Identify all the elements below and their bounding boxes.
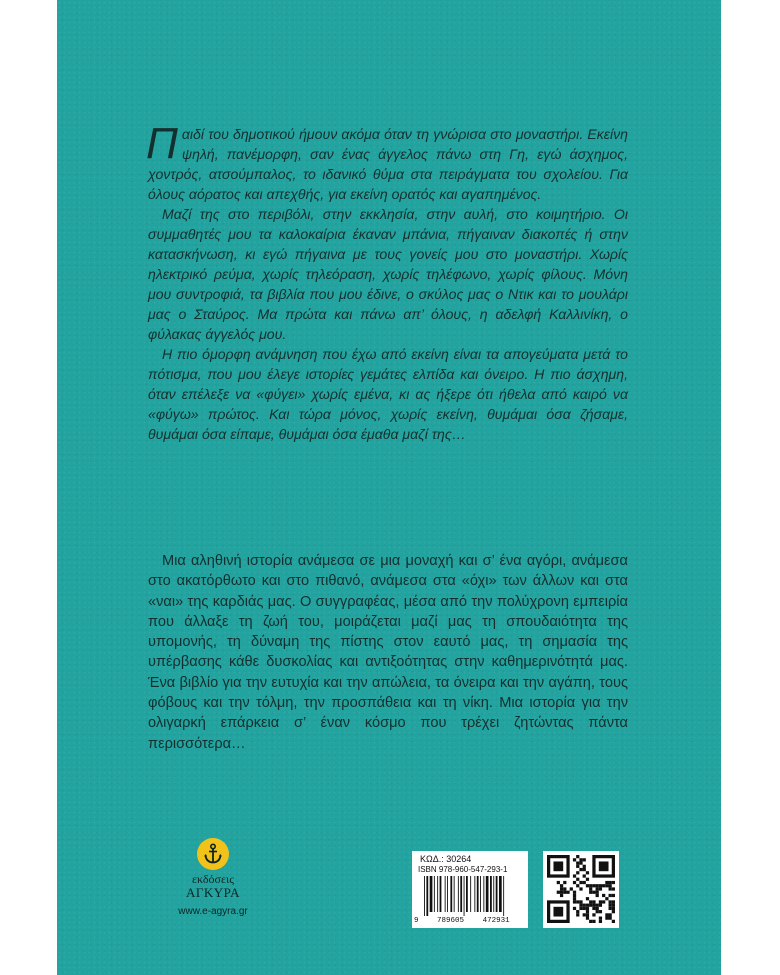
barcode-icon <box>420 876 520 918</box>
isbn-barcode-label <box>412 851 528 928</box>
barcode-digit-prefix: 9 <box>414 917 419 925</box>
drop-cap: Π <box>146 119 178 168</box>
publisher-name: ΑΓΚΥΡΑ <box>185 885 241 900</box>
barcode-digits-right: 472931 <box>482 917 510 925</box>
isbn-number: ISBN 978-960-547-293-1 <box>418 865 508 874</box>
anchor-icon <box>201 842 225 866</box>
book-description <box>148 551 628 754</box>
qr-code-icon[interactable] <box>547 855 615 923</box>
synopsis-block <box>146 119 628 444</box>
publisher-logo <box>197 838 229 870</box>
publisher-block <box>166 838 260 918</box>
barcode-digits <box>414 917 526 926</box>
synopsis-paragraph-3: Η πιο όμορφη ανάμνηση που έχω από εκείνη είναι τα απογεύματα μετά το πότισμα, που μου έλεγε ιστορίες γεμάτες ελπίδα και όνειρο. Η πιο άσχημη, όταν επέλεξε να «φύγει» χωρίς εμένα, κι ας ήξερε ότι ήθελα από καιρό να «φύγω» πρώτος. Και τώρα μόνος, χωρίς εκείνη, θυμάμαι όσα ζήσαμε, θυμάμαι όσα είπαμε, θυμάμαι όσα έμαθα μαζί της… <box>148 346 628 442</box>
barcode-digits-left: 789605 <box>437 917 465 925</box>
synopsis-paragraph-1: Παιδί του δημοτικού ήμουν ακόμα όταν τη γνώρισα στο μοναστήρι. Εκείνη ψηλή, πανέμορφη, σαν ένας άγγελος πάνω στη Γη, εγώ άσχημος, χοντρός, ατσούμπαλος, το ιδανικό θύμα στα πειράγματα του σχολείου. Για όλους αόρατος και απεχθής, για εκείνη ορατός και αγαπημένος. <box>146 119 628 202</box>
publisher-label: εκδόσεις <box>192 872 234 886</box>
qr-code-block <box>543 851 619 928</box>
product-code: ΚΩΔ.: 30264 <box>420 854 472 864</box>
description-paragraph: Μια αληθινή ιστορία ανάμεσα σε μια μοναχή και σ’ ένα αγόρι, ανάμεσα στο ακατόρθωτο και στο πιθανό, ανάμεσα στα «όχι» των άλλων και στα «ναι» της καρδιάς μας. Ο συγγραφέας, μέσα από την πολύχρονη εμπειρία που άλλαξε τη ζωή του, μοιράζεται μαζί μας τη σπουδαιότητα της υπομονής, τη δύναμη της πίστης στον εαυτό μας, τη σημασία της υπέρβασης κάθε δυσκολίας και αντιξοότητας στην καθημερινότητά μας. Ένα βιβλίο για την ευτυχία και την απώλεια, τα όνειρα και την αγάπη, τους φόβους και την τόλμη, την προσπάθεια και τη νίκη. Μια ιστορία για την ολιγαρκή επάρκεια σ’ έναν κόσμο που τρέχει ζητώντας πάντα περισσότερα… <box>148 553 628 752</box>
synopsis-paragraph-2: Μαζί της στο περιβόλι, στην εκκλησία, στην αυλή, στο κοιμητήριο. Οι συμμαθητές μου τα καλοκαίρια έκαναν μπάνια, πήγαιναν διακοπές ή στην κατασκήνωση, κι εγώ πήγαινα με τους γονείς μου στο μοναστήρι. Χωρίς ηλεκτρικό ρεύμα, χωρίς τηλεόραση, χωρίς τηλέφωνο, χωρίς φίλους. Μόνη μου συντροφιά, τα βιβλία που μου έδινε, ο σκύλος μας ο Ντικ και το μουλάρι μας ο Σταύρος. Μα πρώτα και πάνω απ’ όλους, η αδελφή Καλλινίκη, ο φύλακας άγγελός μου. <box>148 206 628 342</box>
publisher-url[interactable]: www.e-agyra.gr <box>178 906 248 917</box>
